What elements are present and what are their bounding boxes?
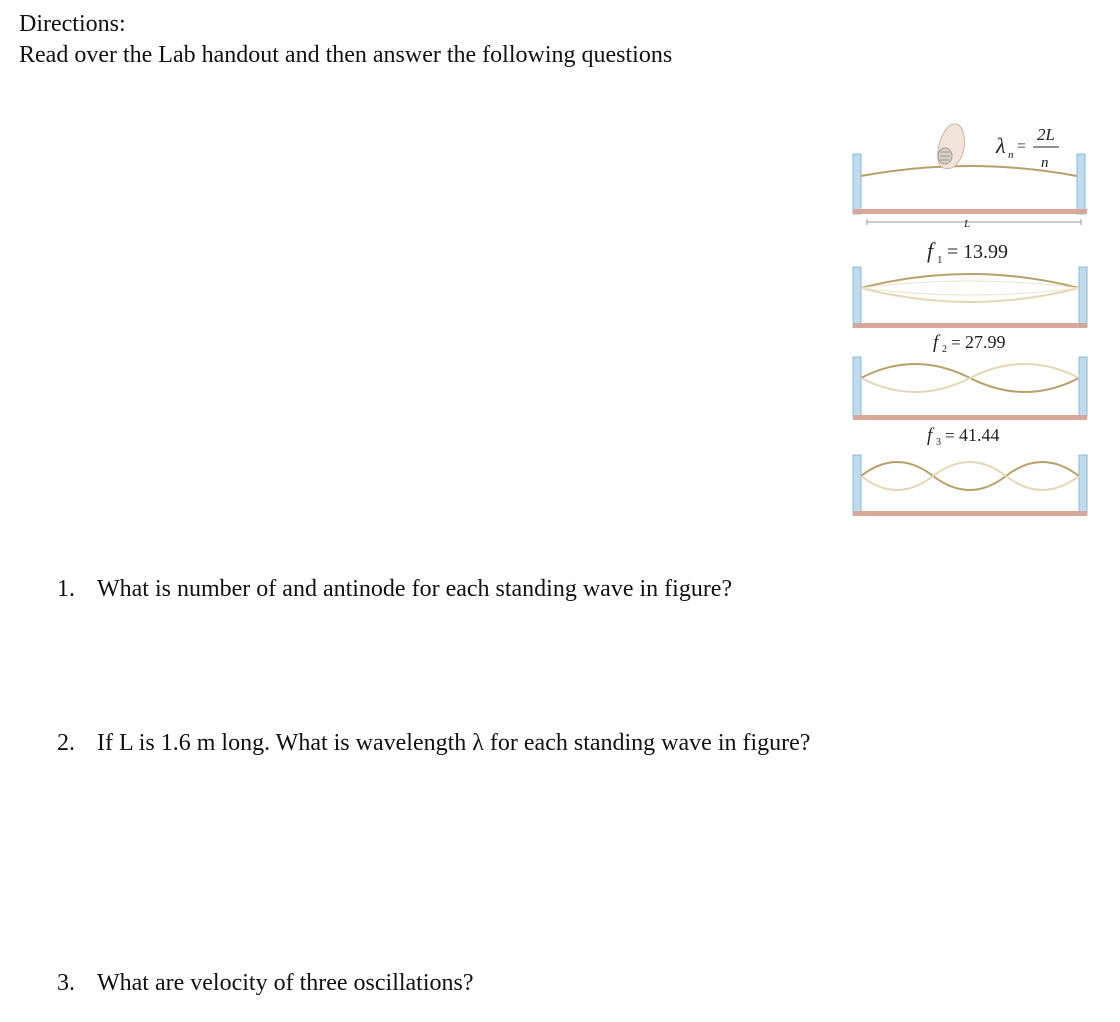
- harmonic-3-symbol: f: [927, 425, 933, 446]
- question-2: [57, 728, 810, 758]
- harmonic-3-sub: 3: [936, 437, 941, 448]
- length-label: L: [964, 218, 971, 230]
- string-4b: [861, 462, 1079, 490]
- post-left-1: [853, 154, 861, 214]
- standing-wave-figure: [845, 110, 1105, 550]
- question-2-text: If L is 1.6 m long. What is wavelength λ for each standing wave in figure?: [97, 730, 811, 756]
- panel-3: [853, 357, 1087, 448]
- question-3: [57, 968, 474, 998]
- harmonic-2-value: 27.99: [965, 332, 1006, 352]
- string-2c: [861, 281, 1079, 288]
- harmonic-2-equals: =: [951, 333, 961, 352]
- panel-2: [853, 267, 1087, 355]
- post-right-2: [1079, 267, 1087, 327]
- harmonic-3-value: 41.44: [959, 425, 1000, 445]
- question-2-number: 2.: [57, 730, 75, 756]
- post-left-4: [853, 455, 861, 515]
- formula-lambda-sub: n: [1008, 149, 1014, 161]
- post-right-3: [1079, 357, 1087, 417]
- question-3-number: 3.: [57, 970, 75, 996]
- question-3-text: What are velocity of three oscillations?: [97, 970, 474, 996]
- base-4: [853, 511, 1087, 516]
- harmonic-2-symbol: f: [933, 332, 939, 353]
- harmonic-1-sub: 1: [937, 254, 943, 266]
- question-1: [57, 574, 732, 604]
- harmonic-1-symbol: f: [927, 238, 934, 263]
- base-1: [853, 209, 1087, 214]
- post-left-3: [853, 357, 861, 417]
- formula-lambda: λ: [996, 133, 1006, 158]
- base-2: [853, 323, 1087, 328]
- string-2d: [861, 288, 1079, 295]
- harmonic-1-value: 13.99: [963, 241, 1008, 263]
- harmonic-1-equals: =: [947, 241, 959, 263]
- panel-4: [853, 455, 1087, 516]
- panel-1: [853, 124, 1087, 266]
- formula-numerator: 2L: [1037, 125, 1055, 144]
- question-1-number: 1.: [57, 576, 75, 602]
- directions-text: Read over the Lab handout and then answer the following questions: [19, 42, 673, 68]
- string-4a: [861, 462, 1079, 490]
- base-3: [853, 415, 1087, 420]
- directions-title: Directions:: [19, 11, 126, 37]
- formula-equals: =: [1017, 138, 1027, 155]
- post-left-2: [853, 267, 861, 327]
- post-right-1: [1077, 154, 1085, 214]
- post-right-4: [1079, 455, 1087, 515]
- string-3b: [861, 364, 1079, 392]
- question-1-text: What is number of and antinode for each standing wave in figure?: [97, 576, 733, 602]
- harmonic-3-equals: =: [945, 426, 955, 445]
- hand-icon: [938, 124, 965, 169]
- harmonic-2-sub: 2: [942, 344, 947, 355]
- formula-denominator: n: [1041, 155, 1049, 171]
